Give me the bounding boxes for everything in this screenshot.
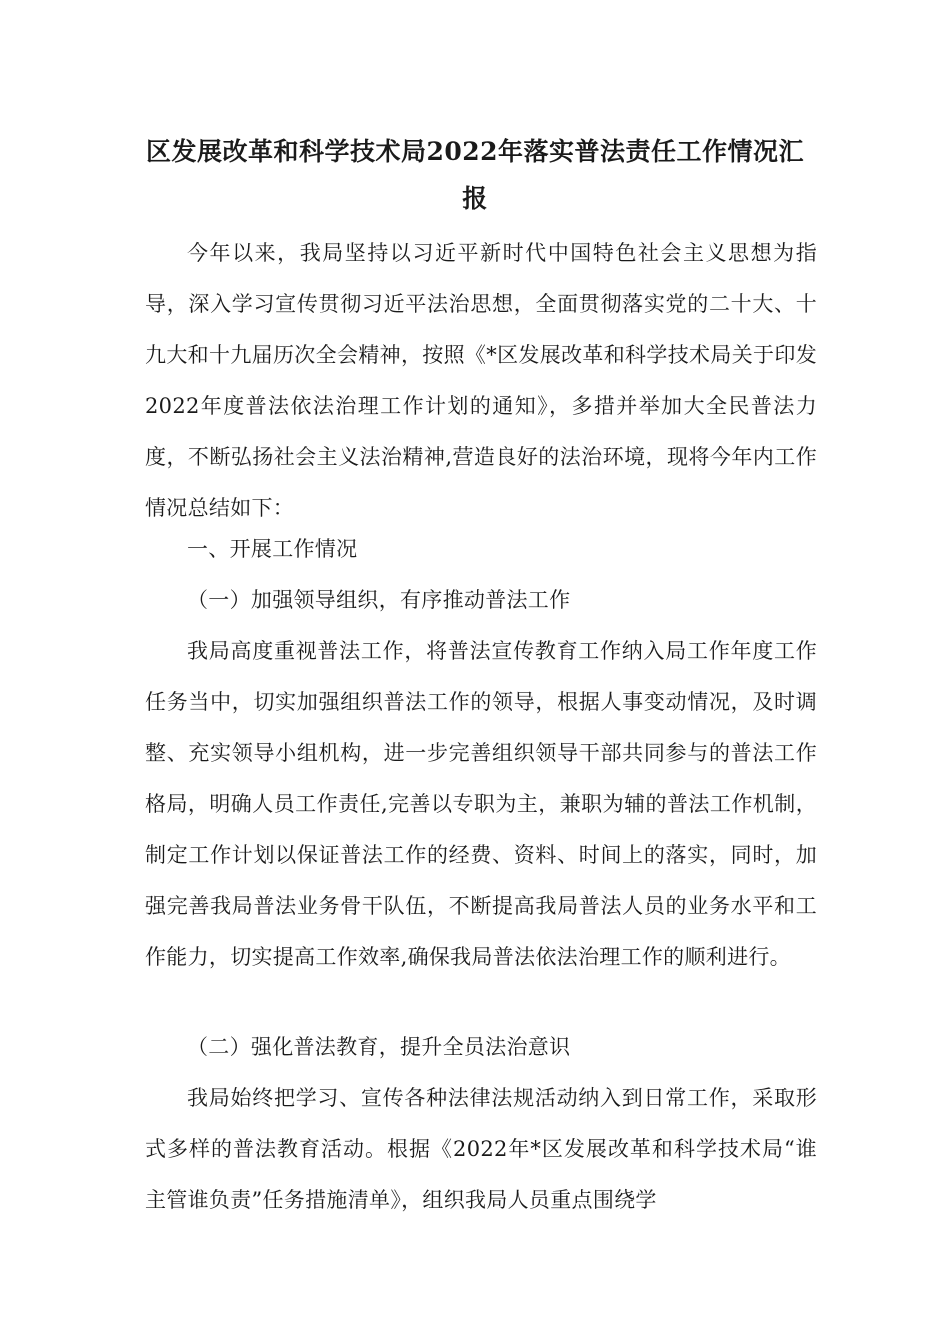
- subsection-2-paragraph: 我局始终把学习、宣传各种法律法规活动纳入到日常工作，采取形式多样的普法教育活动。根据《2022年*区发展改革和科学技术局“谁主管谁负责”任务措施清单》，组织我局人员重点围绕学: [145, 1086, 817, 1212]
- intro-paragraph: 今年以来，我局坚持以习近平新时代中国特色社会主义思想为指导，深入学习宣传贯彻习近平法治思想，全面贯彻落实党的二十大、十九大和十九届历次全会精神，按照《*区发展改革和科学技术局关于印发2022年度普法依法治理工作计划的通知》，多措并举加大全民普法力度，不断弘扬社会主义法治精神,营造良好的法治环境，现将今年内工作情况总结如下：: [145, 241, 817, 520]
- document-title: 区发展改革和科学技术局2022年落实普法责任工作情况汇报: [145, 137, 805, 213]
- subsection-heading-2: （二）强化普法教育，提升全员法治意识: [187, 1035, 571, 1059]
- subsection-heading-1: （一）加强领导组织，有序推动普法工作: [187, 588, 571, 612]
- section-heading-1: 一、开展工作情况: [187, 537, 358, 561]
- subsection-1-paragraph: 我局高度重视普法工作，将普法宣传教育工作纳入局工作年度工作任务当中，切实加强组织普法工作的领导，根据人事变动情况，及时调整、充实领导小组机构，进一步完善组织领导干部共同参与的普法工作格局，明确人员工作责任,完善以专职为主，兼职为辅的普法工作机制，制定工作计划以保证普法工作的经费、资料、时间上的落实，同时，加强完善我局普法业务骨干队伍，不断提高我局普法人员的业务水平和工作能力，切实提高工作效率,确保我局普法依法治理工作的顺利进行。: [145, 639, 817, 969]
